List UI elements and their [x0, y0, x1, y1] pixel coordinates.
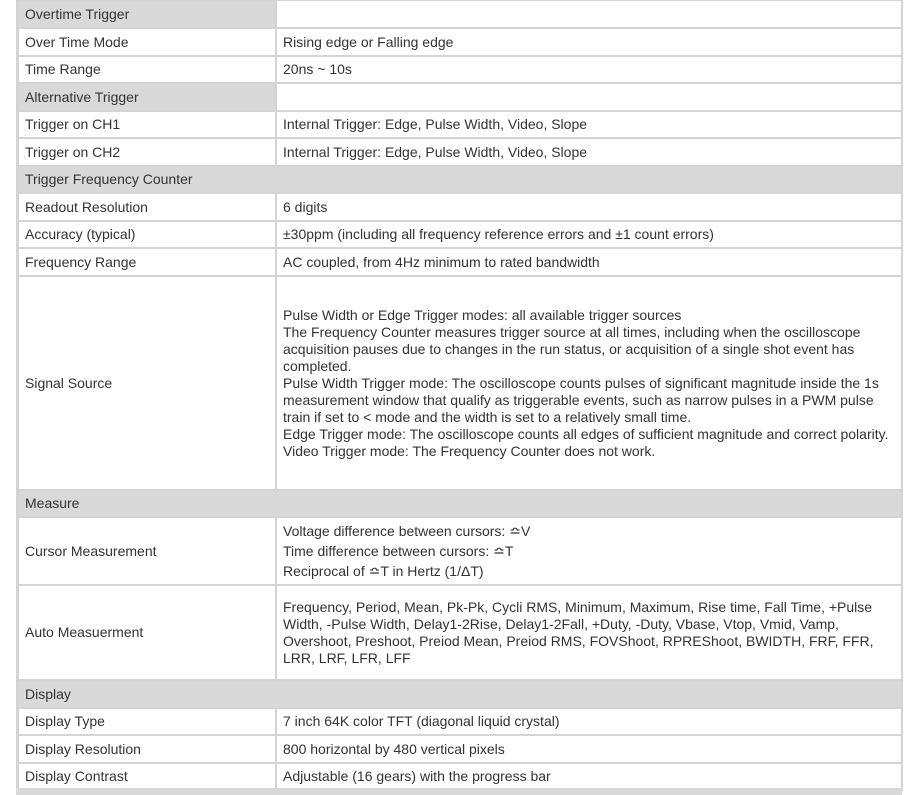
text-line: Reciprocal of ≏T in Hertz (1/ΔT) [283, 563, 484, 579]
section-header: Alternative Trigger [18, 83, 276, 111]
table-row [18, 585, 902, 680]
row-label: Accuracy (typical) [18, 221, 276, 248]
next-section-header-partial [16, 788, 902, 795]
section-header: Trigger Frequency Counter [18, 166, 902, 193]
row-value: Internal Trigger: Edge, Pulse Width, Video, Slope [276, 138, 902, 166]
row-label: Display Resolution [18, 735, 276, 763]
row-value: ±30ppm (including all frequency reference errors and ±1 count errors) [276, 221, 902, 248]
row-value-multiline [276, 517, 902, 585]
row-label: Trigger on CH2 [18, 138, 276, 166]
section-row [18, 83, 902, 111]
row-label: Over Time Mode [18, 28, 276, 56]
section-row [18, 0, 902, 28]
text-line: Video Trigger mode: The Frequency Counter does not work. [283, 442, 656, 459]
section-row [18, 490, 902, 517]
row-value: Rising edge or Falling edge [276, 28, 902, 56]
text-line: Voltage difference between cursors: ≏V [283, 523, 531, 539]
table-row [18, 708, 902, 735]
row-value: AC coupled, from 4Hz minimum to rated bandwidth [276, 248, 902, 276]
text-line: Pulse Width or Edge Trigger modes: all available trigger sources [283, 306, 682, 323]
row-value: 20ns ~ 10s [276, 56, 902, 83]
row-value-multiline: Frequency, Period, Mean, Pk-Pk, Cycli RMS, Minimum, Maximum, Rise time, Fall Time, +Pulse Width, -Pulse Width, Delay1-2Rise, Delay1-2Fall, +Duty, -Duty, Vbase, Vtop, Vmid, Vamp, Overshoot, Preshoot, Preiod Mean, Preiod RMS, FOVShoot, RPREShoot, BWIDTH, FRF, FFR, LRR, LRF, LFR, LFF [276, 585, 902, 680]
spec-table [17, 0, 903, 791]
row-label: Cursor Measurement [18, 517, 276, 585]
table-row [18, 111, 902, 138]
section-row [18, 680, 902, 708]
section-header: Overtime Trigger [18, 0, 276, 28]
table-row [18, 276, 902, 490]
table-row [18, 221, 902, 248]
row-label: Frequency Range [18, 248, 276, 276]
row-label: Display Type [18, 708, 276, 735]
row-label: Readout Resolution [18, 193, 276, 221]
section-header: Display [18, 680, 902, 708]
row-label: Display Contrast [18, 763, 276, 790]
text-line: Edge Trigger mode: The oscilloscope counts all edges of sufficient magnitude and correct polarity. [283, 425, 889, 442]
section-row [18, 166, 902, 193]
text-line: The Frequency Counter measures trigger source at all times, including when the oscilloscope acquisition pauses due to changes in the run status, or acquisition of a single shot event has completed. [283, 323, 861, 374]
row-label: Signal Source [18, 276, 276, 490]
text-line: Time difference between cursors: ≏T [283, 543, 514, 559]
row-value-multiline [276, 276, 902, 490]
table-row [18, 28, 902, 56]
row-value: Adjustable (16 gears) with the progress bar [276, 763, 902, 790]
table-row [18, 735, 902, 763]
spec-table-frame [16, 0, 902, 795]
section-header: Measure [18, 490, 902, 517]
row-value: 800 horizontal by 480 vertical pixels [276, 735, 902, 763]
table-row [18, 56, 902, 83]
table-row [18, 517, 902, 585]
row-value: 7 inch 64K color TFT (diagonal liquid crystal) [276, 708, 902, 735]
table-row [18, 138, 902, 166]
text-line: Pulse Width Trigger mode: The oscilloscope counts pulses of significant magnitude inside the 1s measurement window that qualify as triggerable events, such as narrow pulses in a PWM pulse train if set to < mode and the width is set to a relatively small time. [283, 374, 879, 425]
row-label: Time Range [18, 56, 276, 83]
row-value: 6 digits [276, 193, 902, 221]
row-value: Internal Trigger: Edge, Pulse Width, Video, Slope [276, 111, 902, 138]
section-header-empty [276, 83, 902, 111]
row-label: Auto Measuerment [18, 585, 276, 680]
table-row [18, 193, 902, 221]
row-label: Trigger on CH1 [18, 111, 276, 138]
table-row [18, 763, 902, 790]
table-row [18, 248, 902, 276]
section-header-empty [276, 0, 902, 28]
